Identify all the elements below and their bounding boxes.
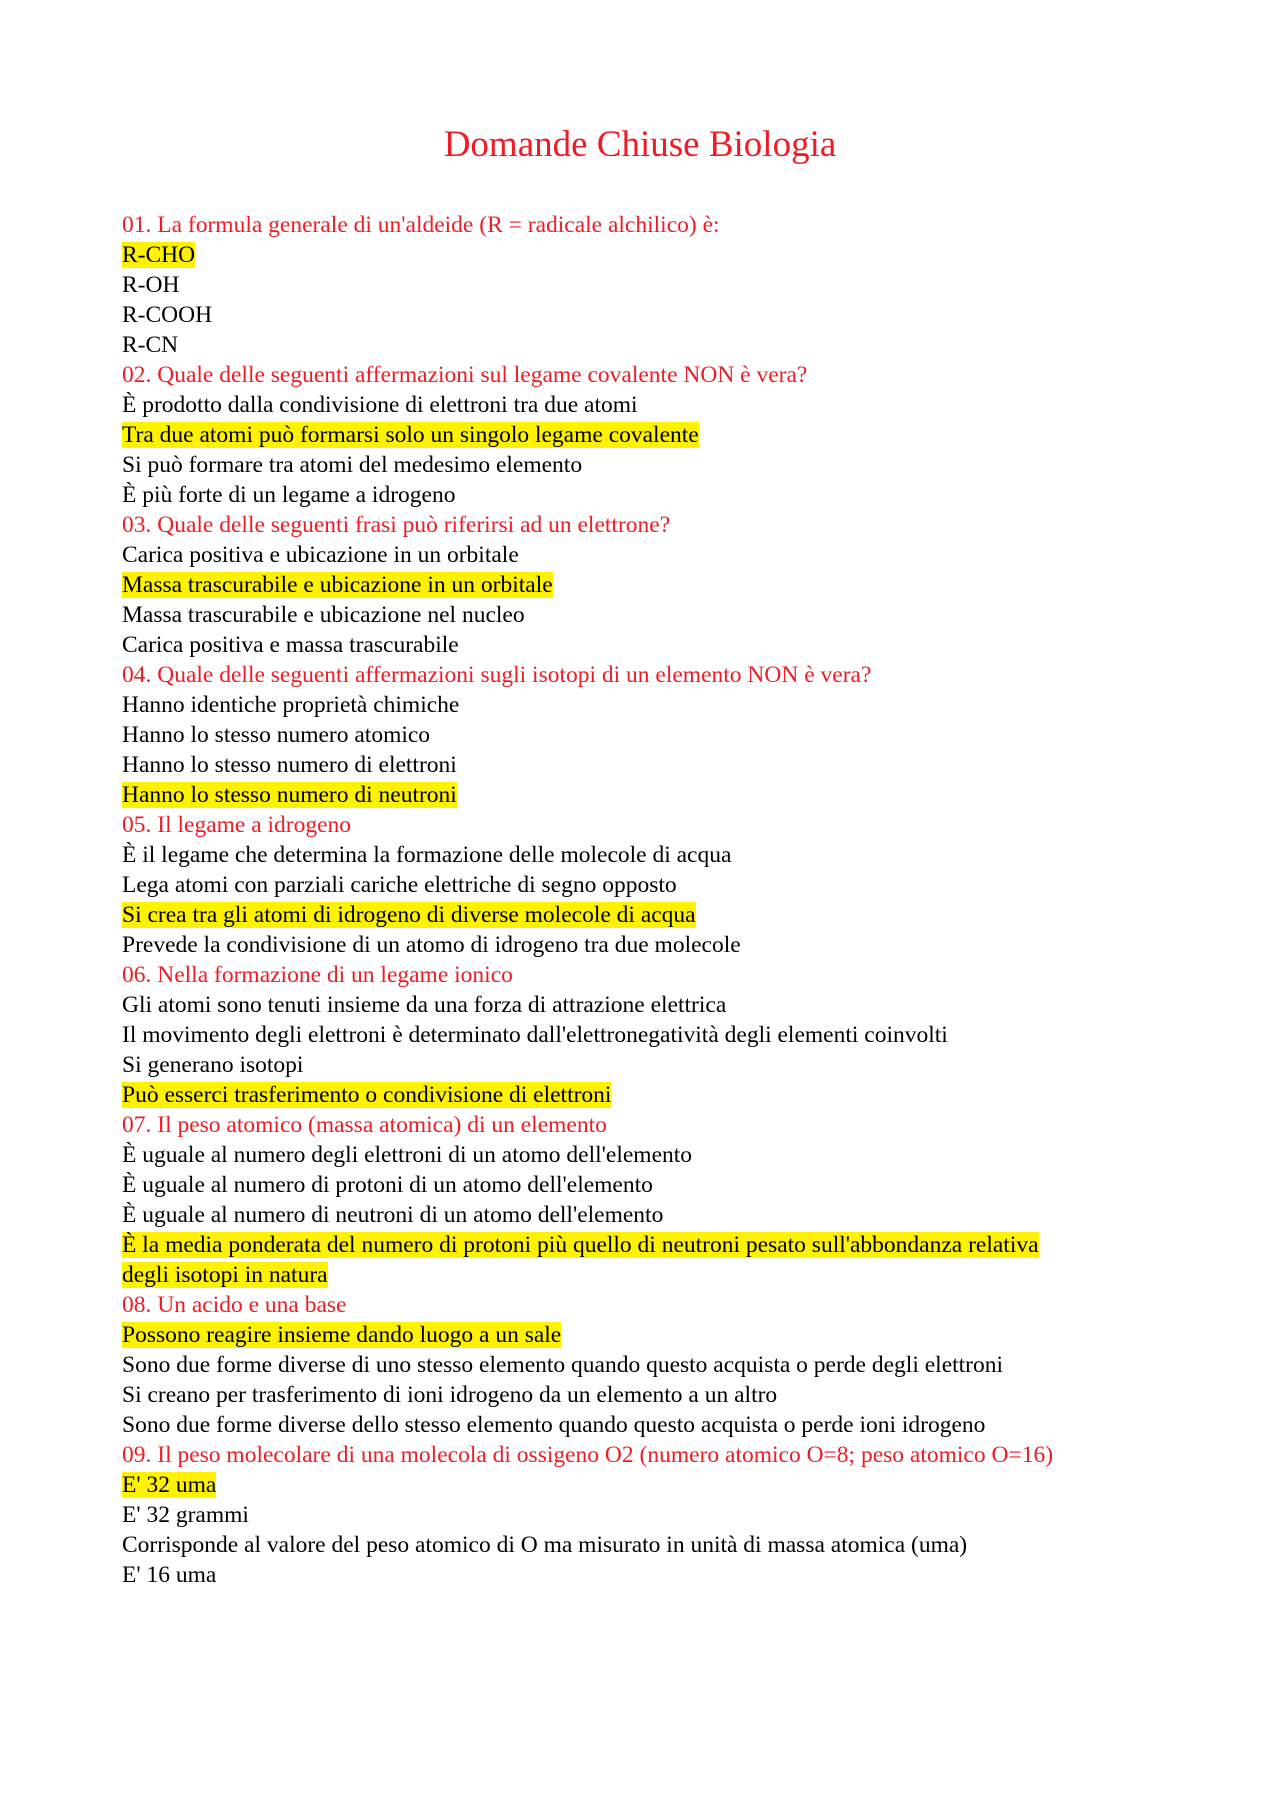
answer-option — [122, 720, 1162, 750]
question-text: 09. Il peso molecolare di una molecola di ossigeno O2 (numero atomico O=8; peso atomico O=16) — [122, 1442, 1054, 1468]
answer-text: R-CHO — [122, 242, 196, 268]
answer-text: degli isotopi in natura — [122, 1262, 328, 1288]
answer-option — [122, 1530, 1162, 1560]
answer-text: Prevede la condivisione di un atomo di idrogeno tra due molecole — [122, 932, 741, 958]
answer-option-correct — [122, 1080, 1162, 1110]
question-text: 06. Nella formazione di un legame ionico — [122, 962, 513, 988]
answer-option — [122, 300, 1162, 330]
answer-option-correct — [122, 780, 1162, 810]
answer-option — [122, 630, 1162, 660]
answer-text: Può esserci trasferimento o condivisione di elettroni — [122, 1082, 612, 1108]
answer-text: Gli atomi sono tenuti insieme da una forza di attrazione elettrica — [122, 992, 727, 1018]
answer-option — [122, 450, 1162, 480]
question-text: 02. Quale delle seguenti affermazioni sul legame covalente NON è vera? — [122, 362, 808, 388]
answer-option-correct — [122, 900, 1162, 930]
answer-text: È la media ponderata del numero di protoni più quello di neutroni pesato sull'abbondanza relativa — [122, 1232, 1039, 1258]
answer-text: Massa trascurabile e ubicazione nel nucleo — [122, 602, 525, 628]
answer-option-correct — [122, 570, 1162, 600]
answer-text: È uguale al numero degli elettroni di un atomo dell'elemento — [122, 1142, 693, 1168]
answer-option — [122, 1200, 1162, 1230]
answer-text: Corrisponde al valore del peso atomico di O ma misurato in unità di massa atomica (uma) — [122, 1532, 968, 1558]
answer-text: È prodotto dalla condivisione di elettroni tra due atomi — [122, 392, 638, 418]
answer-text: È uguale al numero di protoni di un atomo dell'elemento — [122, 1172, 653, 1198]
answer-option — [122, 540, 1162, 570]
question-text: 04. Quale delle seguenti affermazioni sugli isotopi di un elemento NON è vera? — [122, 662, 872, 688]
answer-text: Possono reagire insieme dando luogo a un sale — [122, 1322, 562, 1348]
answer-text: Si può formare tra atomi del medesimo elemento — [122, 452, 583, 478]
answer-option — [122, 1500, 1162, 1530]
question-text: 03. Quale delle seguenti frasi può riferirsi ad un elettrone? — [122, 512, 671, 538]
answer-text: Carica positiva e massa trascurabile — [122, 632, 459, 658]
question-text: 05. Il legame a idrogeno — [122, 812, 352, 838]
page-title: Domande Chiuse Biologia — [443, 124, 837, 165]
answer-text: R-OH — [122, 272, 180, 298]
answer-text: E' 32 uma — [122, 1472, 217, 1498]
answer-text: Hanno identiche proprietà chimiche — [122, 692, 460, 718]
answer-option — [122, 1410, 1162, 1440]
answer-text: E' 16 uma — [122, 1562, 217, 1588]
answer-text: Massa trascurabile e ubicazione in un orbitale — [122, 572, 553, 598]
answer-option — [122, 600, 1162, 630]
answer-text: Sono due forme diverse di uno stesso elemento quando questo acquista o perde degli elettroni — [122, 1352, 1004, 1378]
answer-text: Si crea tra gli atomi di idrogeno di diverse molecole di acqua — [122, 902, 696, 928]
question-list — [122, 210, 1162, 1590]
answer-text: Si generano isotopi — [122, 1052, 304, 1078]
question-text: 08. Un acido e una base — [122, 1292, 347, 1318]
answer-option — [122, 1020, 1162, 1050]
answer-text: Hanno lo stesso numero di neutroni — [122, 782, 457, 808]
answer-option — [122, 480, 1162, 510]
answer-option — [122, 690, 1162, 720]
answer-text: R-CN — [122, 332, 179, 358]
answer-option-correct — [122, 1320, 1162, 1350]
answer-text: Lega atomi con parziali cariche elettriche di segno opposto — [122, 872, 677, 898]
answer-text: Tra due atomi può formarsi solo un singolo legame covalente — [122, 422, 699, 448]
answer-option — [122, 1380, 1162, 1410]
answer-option-correct — [122, 1470, 1162, 1500]
question-text: 01. La formula generale di un'aldeide (R = radicale alchilico) è: — [122, 212, 720, 238]
answer-option-correct — [122, 1230, 1162, 1260]
answer-text: È uguale al numero di neutroni di un atomo dell'elemento — [122, 1202, 664, 1228]
answer-text: R-COOH — [122, 302, 213, 328]
answer-text: Il movimento degli elettroni è determinato dall'elettronegatività degli elementi coinvolti — [122, 1022, 948, 1048]
answer-option-correct — [122, 240, 1162, 270]
answer-option — [122, 870, 1162, 900]
answer-option — [122, 990, 1162, 1020]
answer-text: Carica positiva e ubicazione in un orbitale — [122, 542, 519, 568]
answer-option — [122, 1560, 1162, 1590]
answer-text: Si creano per trasferimento di ioni idrogeno da un elemento a un altro — [122, 1382, 778, 1408]
answer-option — [122, 270, 1162, 300]
answer-option — [122, 1170, 1162, 1200]
answer-option-correct — [122, 1260, 1162, 1290]
answer-text: È il legame che determina la formazione delle molecole di acqua — [122, 842, 732, 868]
answer-text: Sono due forme diverse dello stesso elemento quando questo acquista o perde ioni idrogeno — [122, 1412, 986, 1438]
answer-text: Hanno lo stesso numero di elettroni — [122, 752, 457, 778]
answer-option — [122, 840, 1162, 870]
answer-text: È più forte di un legame a idrogeno — [122, 482, 456, 508]
answer-option — [122, 1050, 1162, 1080]
answer-option — [122, 390, 1162, 420]
answer-option — [122, 1140, 1162, 1170]
answer-option — [122, 330, 1162, 360]
question-text: 07. Il peso atomico (massa atomica) di un elemento — [122, 1112, 607, 1138]
answer-option — [122, 1350, 1162, 1380]
answer-text: Hanno lo stesso numero atomico — [122, 722, 431, 748]
answer-option — [122, 750, 1162, 780]
answer-text: E' 32 grammi — [122, 1502, 249, 1528]
answer-option-correct — [122, 420, 1162, 450]
answer-option — [122, 930, 1162, 960]
